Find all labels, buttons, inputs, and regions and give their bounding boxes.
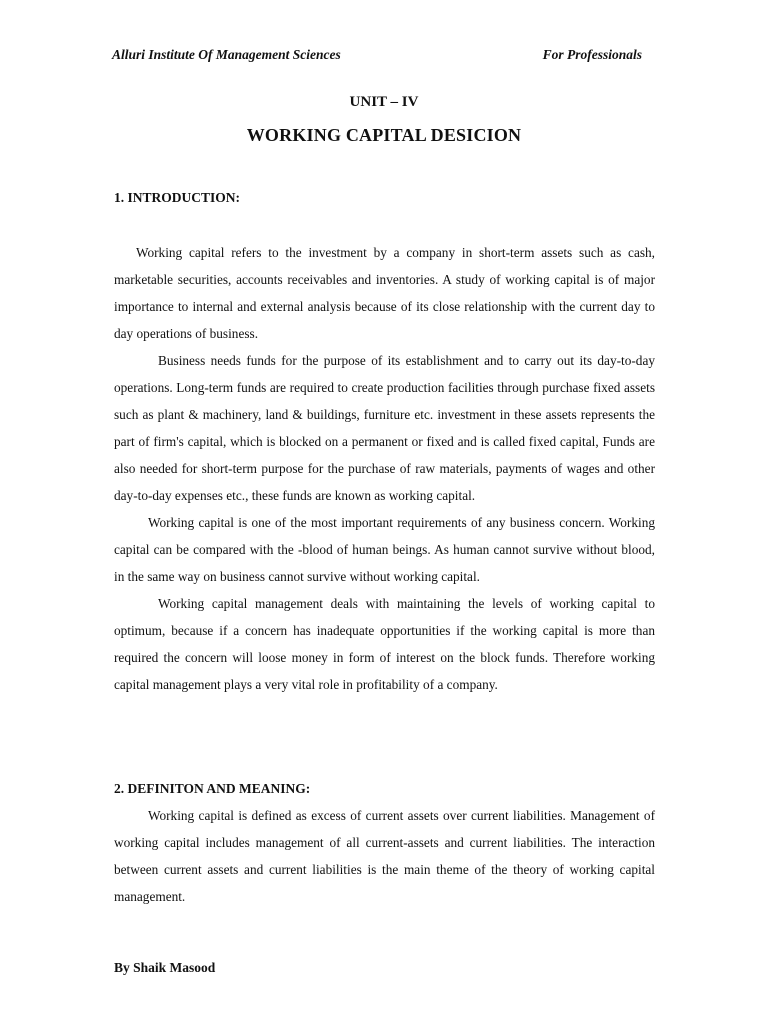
definition-body: [114, 802, 655, 910]
paragraph: Business needs funds for the purpose of its establishment and to carry out its day-to-day operations. Long-term funds are required to create production facilities through purchase fixed assets such as plant & machinery, land & buildings, furniture etc. investment in these assets represents the part of firm's capital, which is blocked on a permanent or fixed and is called fixed capital, Funds are also needed for short-term purpose for the purchase of raw materials, payments of wages and other day-to-day expenses etc., these funds are known as working capital.: [114, 353, 655, 503]
unit-title: UNIT – IV: [349, 94, 419, 110]
introduction-body: [114, 239, 655, 698]
page-title: WORKING CAPITAL DESICION: [246, 125, 522, 145]
paragraph: Working capital refers to the investment by a company in short-term assets such as cash, marketable securities, accounts receivables and inventories. A study of working capital is of major importance to internal and external analysis because of its close relationship with the current day to day operations of business.: [114, 245, 655, 341]
paragraph: Working capital management deals with maintaining the levels of working capital to optimum, because if a concern has inadequate opportunities if the working capital is more than required the concern will loose money in form of interest on the block funds. Therefore working capital management plays a very vital role in profitability of a company.: [114, 596, 655, 692]
page-footer-author: By Shaik Masood: [114, 960, 216, 975]
section-heading-definition: 2. DEFINITON AND MEANING:: [114, 781, 311, 796]
paragraph: Working capital is defined as excess of current assets over current liabilities. Management of working capital includes management of all current-assets and current liabilities. The interaction between current assets and current liabilities is the main theme of the theory of working capital management.: [114, 808, 655, 904]
section-heading-introduction: 1. INTRODUCTION:: [114, 190, 241, 205]
paragraph: Working capital is one of the most important requirements of any business concern. Working capital can be compared with the -blood of human beings. As human cannot survive without blood, in the same way on business cannot survive without working capital.: [114, 515, 655, 584]
header-institute: Alluri Institute Of Management Sciences: [112, 47, 341, 62]
header-tagline: For Professionals: [542, 47, 642, 62]
